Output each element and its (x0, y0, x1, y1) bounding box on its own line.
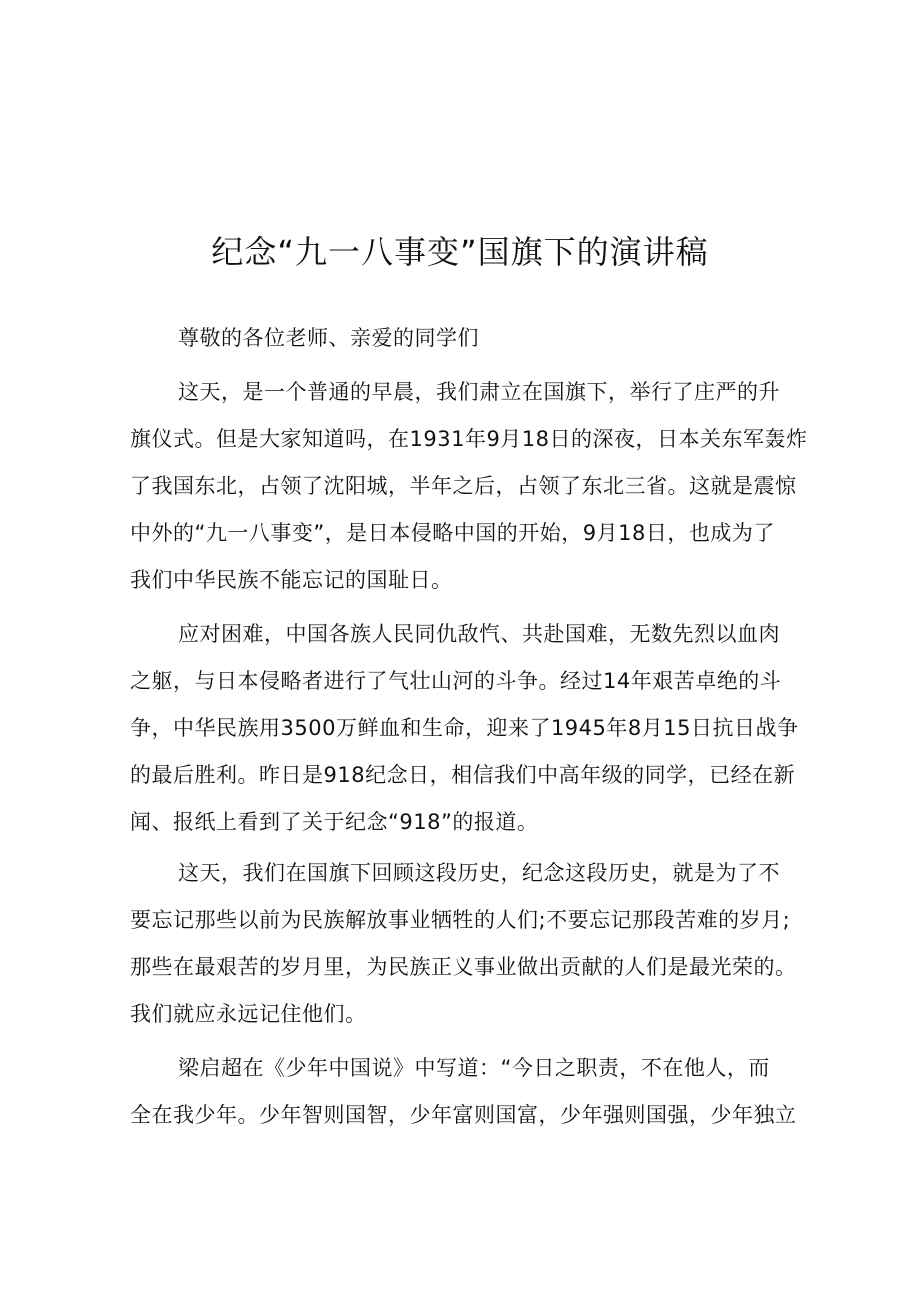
paragraph-line: 应对困难，中国各族人民同仇敌忾、共赴国难，无数先烈以血肉 (178, 622, 780, 646)
paragraph-line: 要忘记那些以前为民族解放事业牺牲的人们;不要忘记那段苦难的岁月; (130, 908, 791, 932)
page-title: 纪念“九一八事变”国旗下的演讲稿 (211, 233, 709, 271)
paragraph-line: 梁启超在《少年中国说》中写道：“今日之职责，不在他人，而 (178, 1056, 770, 1080)
paragraph-line: 的最后胜利。昨日是918纪念日，相信我们中高年级的同学，已经在新 (130, 763, 796, 787)
paragraph-line: 了我国东北，占领了沈阳城，半年之后，占领了东北三省。这就是震惊 (130, 474, 797, 498)
paragraph-line: 这天，是一个普通的早晨，我们肃立在国旗下，举行了庄严的升 (178, 380, 780, 404)
salutation: 尊敬的各位老师、亲爱的同学们 (178, 326, 479, 350)
paragraph-line: 中外的“九一八事变”，是日本侵略中国的开始，9月18日，也成为了 (130, 521, 775, 545)
paragraph-line: 旗仪式。但是大家知道吗，在1931年9月18日的深夜，日本关东军轰炸 (130, 427, 808, 451)
paragraph-line: 争，中华民族用3500万鲜血和生命，迎来了1945年8月15日抗日战争 (130, 716, 799, 740)
paragraph-line: 全在我少年。少年智则国智，少年富则国富，少年强则国强，少年独立 (130, 1103, 797, 1127)
paragraph-line: 闻、报纸上看到了关于纪念“918”的报道。 (130, 810, 539, 834)
paragraph-line: 之躯，与日本侵略者进行了气壮山河的斗争。经过14年艰苦卓绝的斗 (130, 669, 782, 693)
paragraph-line: 这天，我们在国旗下回顾这段历史，纪念这段历史，就是为了不 (178, 861, 780, 885)
paragraph-line: 那些在最艰苦的岁月里，为民族正义事业做出贡献的人们是最光荣的。 (130, 955, 797, 979)
paragraph-line: 我们中华民族不能忘记的国耻日。 (130, 568, 453, 592)
paragraph-line: 我们就应永远记住他们。 (130, 1002, 367, 1026)
